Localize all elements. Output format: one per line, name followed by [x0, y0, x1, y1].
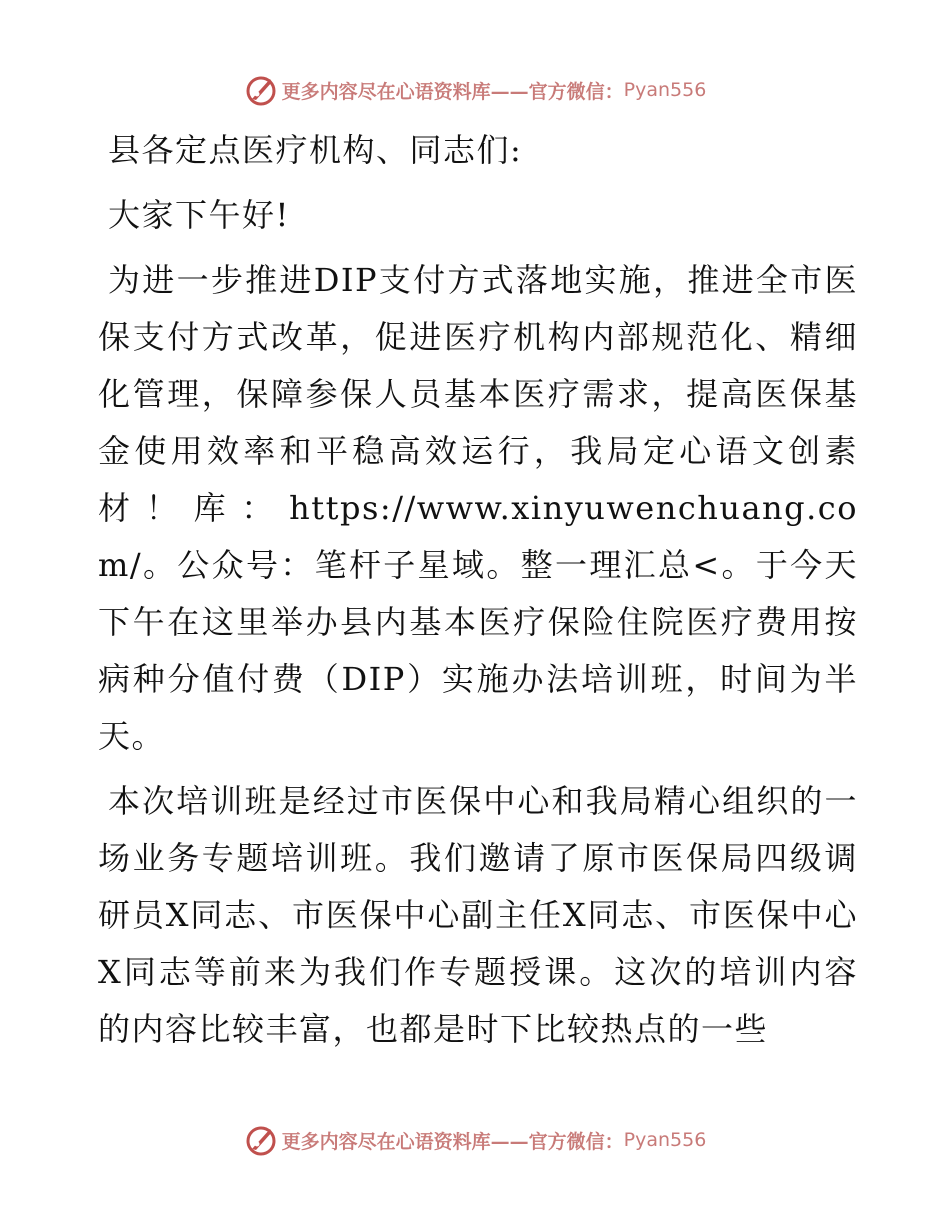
- watermark-text: 更多内容尽在心语资料库——官方微信：: [281, 80, 624, 103]
- footer-watermark: [0, 1120, 950, 1160]
- paragraph-training: 本次培训班是经过市医保中心和我局精心组织的一场业务专题培训班。我们邀请了原市医保局四级调研员X同志、市医保中心副主任X同志、市医保中心X同志等前来为我们作专题授课。这次的培训内容的内容比较丰富，也都是时下比较热点的一些: [98, 782, 858, 1048]
- greeting: 大家下午好!: [108, 196, 290, 234]
- watermark-wechat-id: Pyan556: [623, 79, 707, 101]
- header-watermark: [0, 70, 950, 110]
- quill-logo-icon: [244, 73, 278, 107]
- paragraph-purpose: 为进一步推进DIP支付方式落地实施，推进全市医保支付方式改革，促进医疗机构内部规范化、精细化管理，保障参保人员基本医疗需求，提高医保基金使用效率和平稳高效运行，我局定心语文创素材！库：https://www.xinyuwenchuang.com/。公众号：笔杆子星域。整一理汇总<。于今天下午在这里举办县内基本医疗保险住院医疗费用按病种分值付费（DIP）实施办法培训班，时间为半天。: [98, 261, 858, 755]
- quill-logo-icon: [244, 1123, 278, 1157]
- document-body: [98, 122, 858, 1058]
- salutation: 县各定点医疗机构、同志们:: [108, 131, 523, 169]
- watermark-text: 更多内容尽在心语资料库——官方微信：: [281, 1130, 624, 1153]
- watermark-wechat-id: Pyan556: [623, 1129, 707, 1151]
